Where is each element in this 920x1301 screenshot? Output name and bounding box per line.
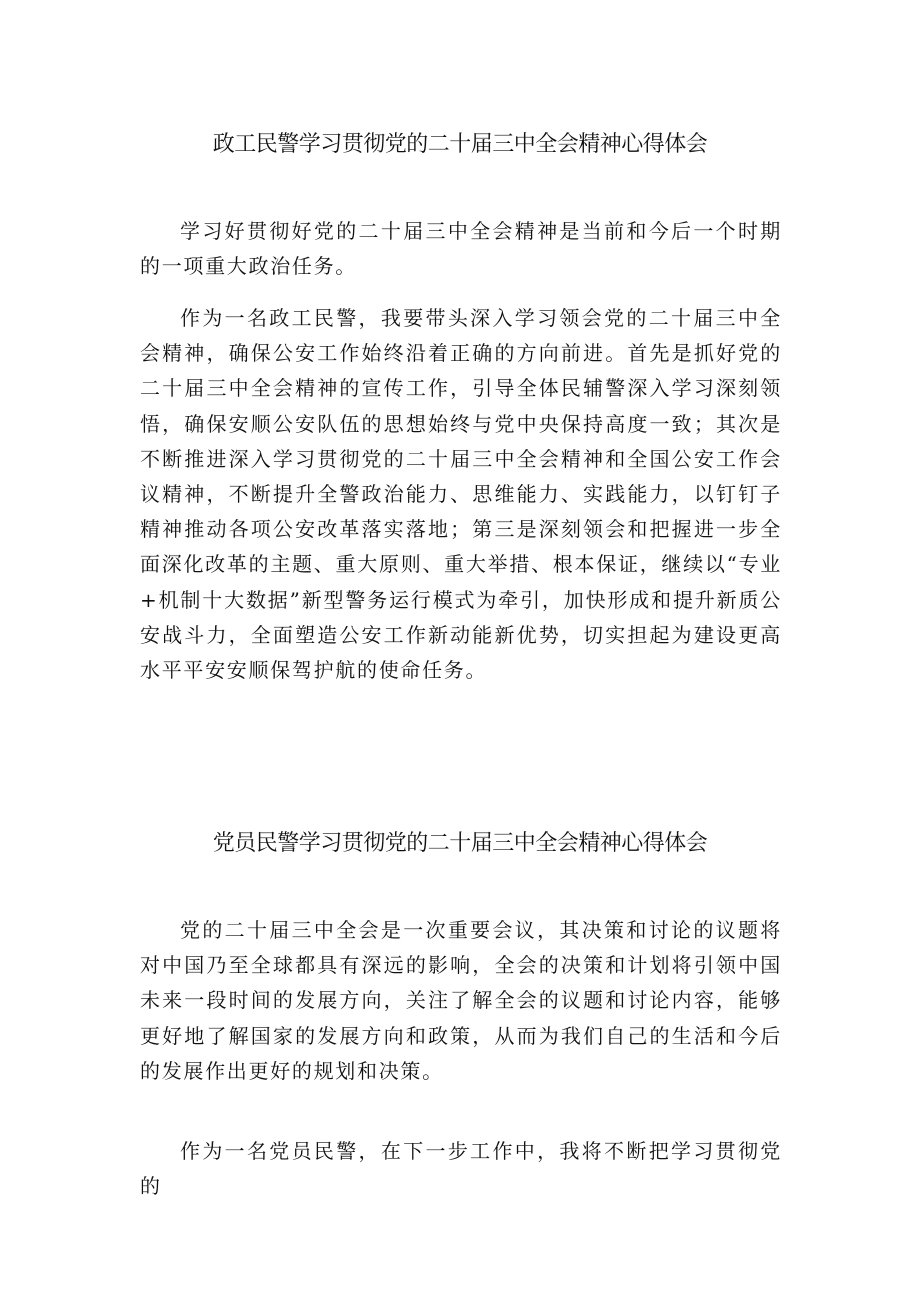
section-title-2: 党员民警学习贯彻党的二十届三中全会精神心得体会 [212,831,708,856]
paragraph: 学习好贯彻好党的二十届三中全会精神是当前和今后一个时期的一项重大政治任务。 [140,219,782,279]
paragraph: 党的二十届三中全会是一次重要会议，其决策和讨论的议题将对中国乃至全球都具有深远的影响，全会的决策和计划将引领中国未来一段时间的发展方向，关注了解全会的议题和讨论内容，能够更好地了解国家的发展方向和政策，从而为我们自己的生活和今后的发展作出更好的规划和决策。 [140,918,782,1083]
paragraph: 作为一名政工民警，我要带头深入学习领会党的二十届三中全会精神，确保公安工作始终沿着正确的方向前进。首先是抓好党的二十届三中全会精神的宣传工作，引导全体民辅警深入学习深刻领悟，确保安顺公安队伍的思想始终与党中央保持高度一致；其次是不断推进深入学习贯彻党的二十届三中全会精神和全国公安工作会议精神，不断提升全警政治能力、思维能力、实践能力，以钉钉子精神推动各项公安改革落实落地；第三是深刻领会和把握进一步全面深化改革的主题、重大原则、重大举措、根本保证，继续以“专业+机制十大数据”新型警务运行模式为牵引，加快形成和提升新质公安战斗力，全面塑造公安工作新动能新优势，切实担起为建设更高水平平安安顺保驾护航的使命任务。 [140,306,782,683]
section-title-1: 政工民警学习贯彻党的二十届三中全会精神心得体会 [212,132,708,157]
paragraph: 作为一名党员民警，在下一步工作中，我将不断把学习贯彻党的 [140,1139,782,1199]
